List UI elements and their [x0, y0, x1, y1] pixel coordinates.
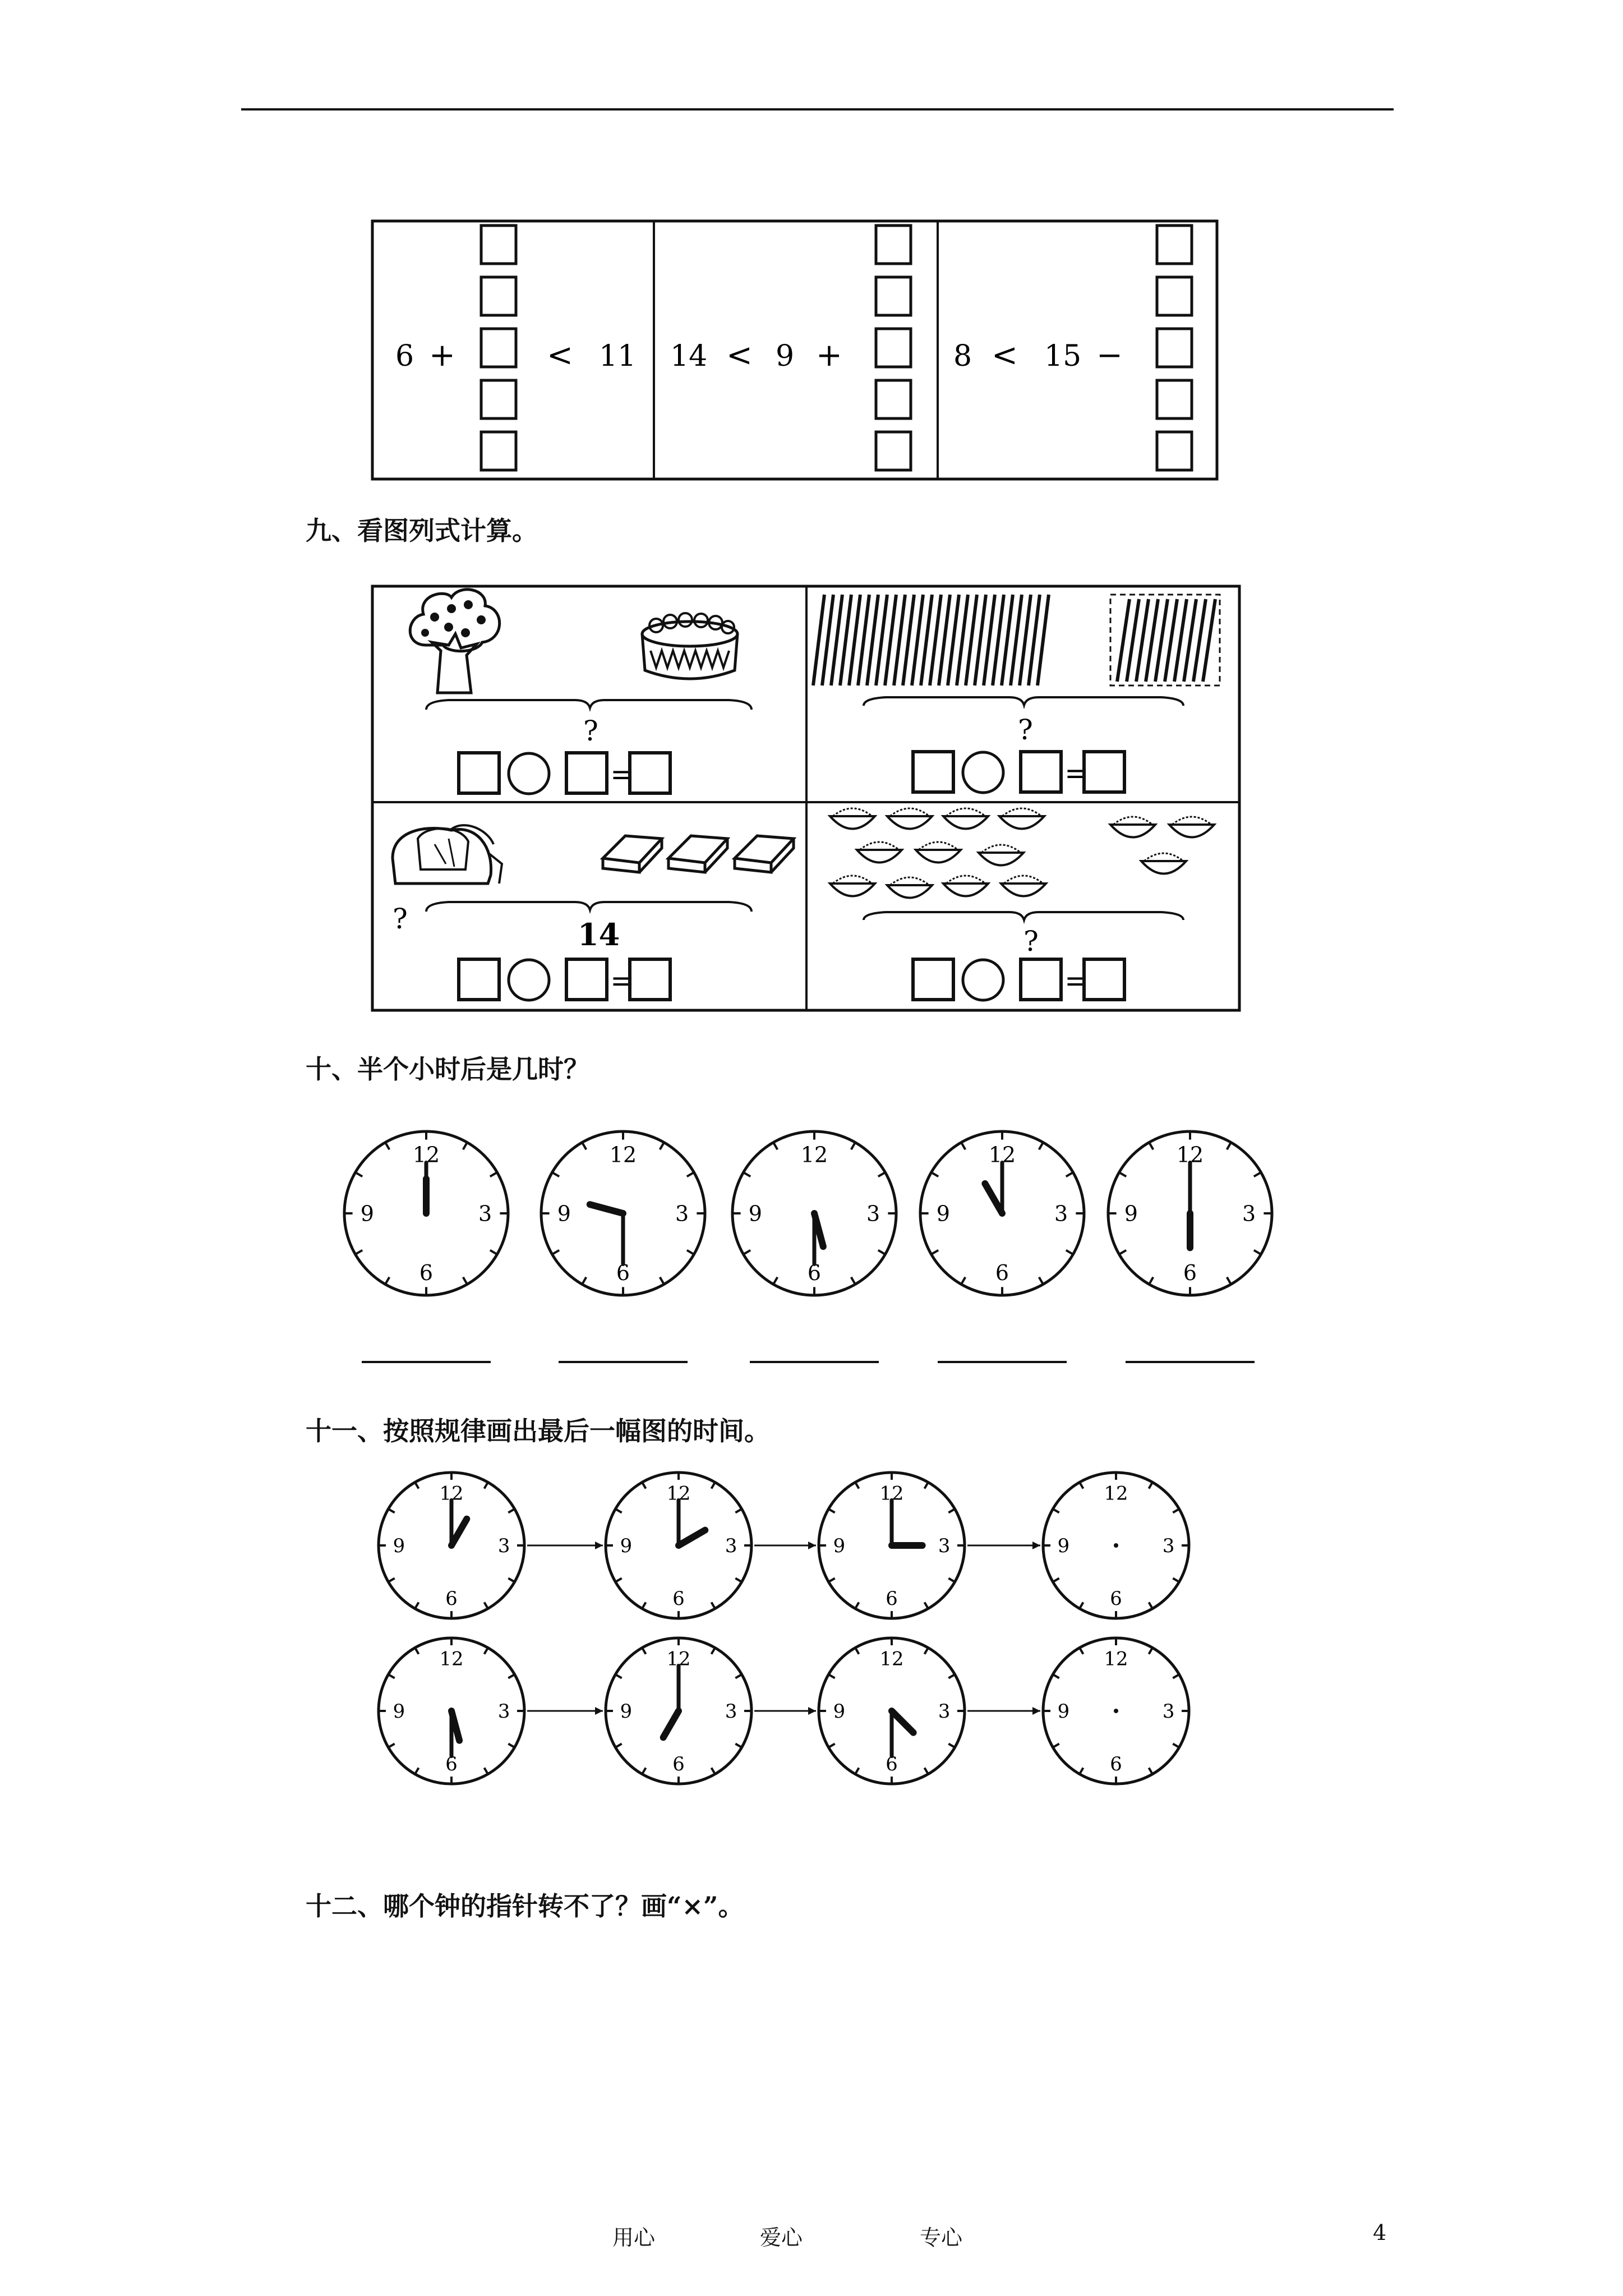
footer-text-1: 用心: [612, 2225, 656, 2250]
clock-number: 3: [866, 1201, 880, 1226]
clock-center: [1114, 1543, 1118, 1548]
clock-number: 3: [1242, 1201, 1256, 1226]
clock-center: [1114, 1709, 1118, 1713]
question-mark-4: ?: [1023, 925, 1039, 958]
clock-icon: [606, 1638, 751, 1784]
clock-number: 9: [620, 1535, 633, 1557]
section-9-heading: 九、看图列式计算。: [306, 516, 538, 546]
clock-number: 6: [1110, 1752, 1122, 1775]
clock-number: 3: [1162, 1700, 1175, 1723]
clock-number: 3: [725, 1535, 737, 1557]
arrow-head-icon: [1032, 1707, 1040, 1715]
clock-number: 9: [833, 1700, 846, 1723]
clock-icon: [819, 1638, 965, 1784]
cell2-a: 14: [670, 339, 708, 373]
clock-number: 9: [748, 1201, 762, 1226]
cell1-rel: <: [547, 337, 573, 374]
cell3-op: −: [1096, 337, 1123, 374]
clock-number: 6: [886, 1587, 898, 1609]
hour-hand: [451, 1519, 467, 1545]
clock-number: 9: [936, 1201, 950, 1226]
section-10-heading: 十、半个小时后是几时？: [306, 1054, 589, 1084]
cell1-a: 6: [395, 339, 414, 373]
clock-number: 3: [938, 1700, 951, 1723]
clock-icon: [819, 1473, 965, 1618]
cell2-op: +: [816, 337, 842, 374]
clock-number: 6: [672, 1587, 685, 1609]
hour-hand: [663, 1711, 679, 1737]
clock-icon: [1043, 1638, 1189, 1784]
clock-number: 12: [988, 1142, 1016, 1167]
clock-number: 9: [620, 1700, 633, 1723]
clock-number: 9: [1124, 1201, 1138, 1226]
clock-number: 12: [1176, 1142, 1204, 1167]
clock-number: 3: [725, 1700, 737, 1723]
clock-number: 9: [360, 1201, 374, 1226]
clock-icon: [606, 1473, 751, 1618]
clock-number: 3: [1054, 1201, 1068, 1226]
clock-icon: [1043, 1473, 1189, 1618]
clock-number: 12: [879, 1482, 904, 1504]
clock-number: 6: [419, 1260, 434, 1285]
clock-number: 12: [666, 1648, 691, 1670]
arrow-head-icon: [1032, 1542, 1040, 1549]
arrow-head-icon: [808, 1707, 816, 1715]
total-label-14: 14: [578, 917, 620, 953]
clock-number: 6: [445, 1587, 458, 1609]
equals-sign: =: [610, 758, 635, 792]
clock-number: 6: [1110, 1587, 1122, 1609]
arrow-head-icon: [595, 1707, 603, 1715]
clock-icon: [379, 1473, 524, 1618]
clock-number: 3: [1162, 1535, 1175, 1557]
cell3-a: 8: [953, 339, 972, 373]
footer-text-2: 爱心: [760, 2225, 803, 2250]
equals-sign: =: [1064, 757, 1089, 790]
cell2-b: 9: [776, 339, 795, 373]
clock-number: 6: [1183, 1260, 1197, 1285]
equals-sign: =: [610, 964, 635, 998]
arrow-head-icon: [595, 1542, 603, 1549]
clock-number: 6: [445, 1752, 458, 1775]
clock-number: 9: [393, 1535, 405, 1557]
clock-number: 12: [609, 1142, 637, 1167]
clock-number: 12: [666, 1482, 691, 1504]
clock-number: 6: [616, 1260, 630, 1285]
section-11-heading: 十一、按照规律画出最后一幅图的时间。: [306, 1416, 770, 1446]
question-mark-1: ?: [583, 715, 598, 747]
clock-icon: [379, 1638, 524, 1784]
arrow-head-icon: [808, 1542, 816, 1549]
question-mark-2: ?: [1018, 714, 1033, 746]
footer-text-3: 专心: [920, 2225, 963, 2250]
cell3-b: 15: [1044, 339, 1082, 373]
clock-number: 12: [800, 1142, 828, 1167]
clock-number: 3: [675, 1201, 689, 1226]
clock-number: 6: [672, 1752, 685, 1775]
clock-number: 3: [938, 1535, 951, 1557]
section-12-heading: 十二、哪个钟的指针转不了？画“×”。: [306, 1891, 744, 1921]
cell3-rel: <: [992, 337, 1018, 374]
clock-number: 9: [557, 1201, 571, 1226]
clock-number: 9: [393, 1700, 405, 1723]
page-number: 4: [1373, 2220, 1387, 2245]
clock-number: 9: [1057, 1700, 1070, 1723]
clock-number: 9: [833, 1535, 846, 1557]
clock-number: 6: [807, 1260, 822, 1285]
clock-number: 9: [1057, 1535, 1070, 1557]
clock-number: 3: [478, 1201, 492, 1226]
cell1-b: 11: [599, 339, 637, 373]
hour-hand: [892, 1711, 914, 1733]
equals-sign: =: [1064, 964, 1089, 998]
question-mark-3: ?: [393, 903, 408, 935]
clock-number: 12: [1104, 1648, 1128, 1670]
clock-number: 12: [439, 1648, 464, 1670]
clock-number: 3: [497, 1535, 510, 1557]
clock-number: 6: [995, 1260, 1009, 1285]
clock-number: 3: [497, 1700, 510, 1723]
clock-number: 12: [1104, 1482, 1128, 1504]
hour-hand: [679, 1530, 705, 1545]
clock-number: 6: [886, 1752, 898, 1775]
clock-number: 12: [412, 1142, 440, 1167]
cell1-op: +: [429, 337, 455, 374]
clock-number: 12: [439, 1482, 464, 1504]
clock-number: 12: [879, 1648, 904, 1670]
cell2-rel: <: [726, 337, 753, 374]
